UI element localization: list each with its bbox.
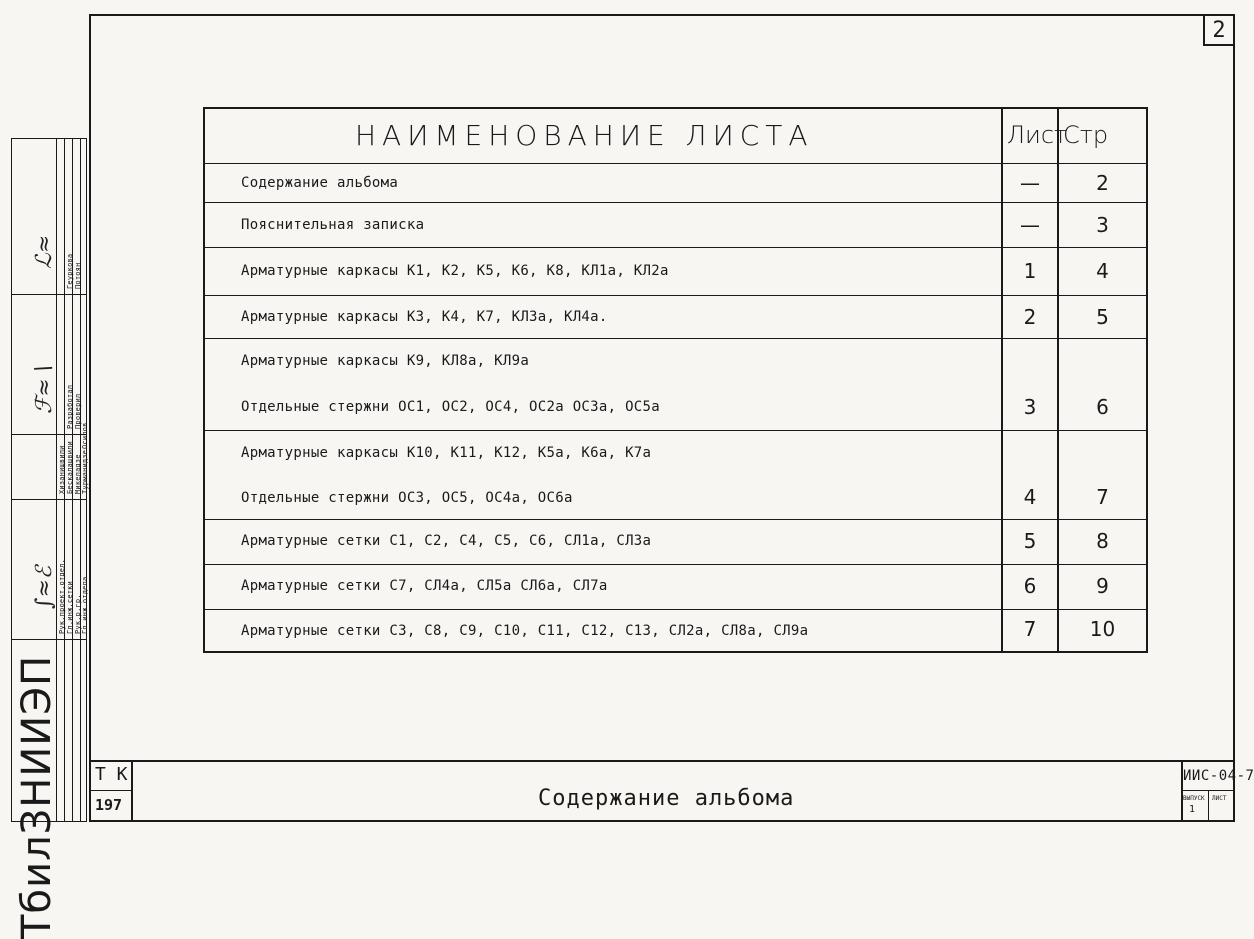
title-block-divider (1208, 790, 1209, 822)
header-sheet: Лист (1007, 121, 1068, 149)
row-title: Содержание альбома (241, 175, 399, 191)
stamp-role: Разработал (66, 384, 74, 429)
stamp-name: Геуркова (66, 253, 74, 289)
title-block-divider (131, 760, 133, 822)
row-page: 2 (1096, 171, 1109, 195)
row-page: 8 (1096, 529, 1109, 553)
row-sheet: 6 (1023, 574, 1037, 598)
row-title: Отдельные стержни ОС3, ОС5, ОС4а, ОС6а (241, 490, 573, 506)
row-divider (205, 564, 1146, 565)
stamp-name: Хизанишвили (58, 445, 66, 494)
row-title: Арматурные каркасы К10, К11, К12, К5а, К6а, К7а (241, 445, 652, 461)
side-stamp-row-line (12, 294, 86, 295)
stamp-name: Турманидзе (81, 449, 89, 494)
row-divider (205, 202, 1146, 203)
row-sheet: — (1020, 171, 1040, 195)
row-sheet: 1 (1023, 259, 1037, 283)
row-divider (205, 519, 1146, 520)
row-title: Арматурные каркасы К3, К4, К7, КЛ3а, КЛ4а. (241, 309, 608, 325)
stamp-role: Рук.р.гр. (74, 594, 82, 634)
row-title: Арматурные сетки С7, СЛ4а, СЛ5а СЛ6а, СЛ7а (241, 578, 608, 594)
stamp-role: Проверил (74, 393, 82, 429)
side-stamp (11, 138, 89, 939)
row-page: 3 (1096, 213, 1109, 237)
row-title: Арматурные сетки С1, С2, С4, С5, С6, СЛ1а, СЛ3а (241, 533, 652, 549)
row-divider (205, 430, 1146, 431)
page-number: 2 (1203, 16, 1233, 46)
title-block-divider (89, 790, 131, 791)
row-page: 6 (1096, 395, 1109, 419)
row-page: 4 (1096, 259, 1109, 283)
row-page: 5 (1096, 305, 1109, 329)
sheet-label: ЛИСТ (1212, 795, 1227, 802)
row-sheet: 3 (1023, 395, 1037, 419)
stamp-role: Гл.инж.отдела (81, 576, 89, 634)
row-title: Арматурные сетки С3, С8, С9, С10, С11, С12, С13, СЛ2а, СЛ8а, СЛ9а (241, 623, 809, 639)
row-page: 9 (1096, 574, 1109, 598)
organization-name: ТбилЗНИИЭП (14, 654, 60, 939)
signature-mark: ∫≈ℰ (32, 565, 57, 609)
header-page: Стр (1063, 121, 1109, 149)
row-divider (205, 609, 1146, 610)
contents-table (203, 107, 1148, 653)
stamp-name: Потоян (74, 262, 82, 289)
row-sheet: 5 (1023, 529, 1037, 553)
header-name: НАИМЕНОВАНИЕ ЛИСТА (355, 119, 814, 152)
side-stamp-row-line (12, 434, 86, 435)
stamp-name: Микеладзе (74, 454, 82, 494)
tk-label: Т К (95, 764, 128, 785)
row-sheet: 7 (1023, 617, 1037, 641)
row-title: Отдельные стержни ОС1, ОС2, ОС4, ОС2а ОС3а, ОС5а (241, 399, 660, 415)
document-code: ИИС-04-7 (1183, 768, 1254, 784)
row-page: 7 (1096, 485, 1109, 509)
stamp-name: Бескалашвили (66, 441, 74, 494)
row-divider (205, 247, 1146, 248)
row-sheet: 2 (1023, 305, 1037, 329)
issue-value: 1 (1189, 804, 1196, 815)
row-sheet: 4 (1023, 485, 1037, 509)
stamp-name: Осипов (81, 422, 89, 449)
row-page: 10 (1089, 617, 1116, 641)
signature-mark: ℒ≈ (32, 234, 57, 269)
row-divider (205, 338, 1146, 339)
row-title: Арматурные каркасы К9, КЛ8а, КЛ9а (241, 353, 530, 369)
side-stamp-row-line (12, 639, 86, 640)
row-divider (205, 163, 1146, 164)
row-divider (205, 295, 1146, 296)
signature-mark: ℱ≈∖ (32, 364, 57, 414)
drawing-title: Содержание альбома (538, 786, 795, 811)
title-block-border (89, 760, 1235, 762)
side-stamp-row-line (12, 499, 86, 500)
tk-number: 197 (95, 796, 123, 814)
row-title: Пояснительная записка (241, 217, 425, 233)
row-title: Арматурные каркасы К1, К2, К5, К6, К8, КЛ1а, КЛ2а (241, 263, 669, 279)
stamp-role: Гл.инж.сетки (66, 581, 74, 634)
stamp-role: Рук.проект.отдел. (58, 558, 66, 634)
issue-label: ВЫПУСК (1183, 795, 1205, 802)
row-sheet: — (1020, 213, 1040, 237)
